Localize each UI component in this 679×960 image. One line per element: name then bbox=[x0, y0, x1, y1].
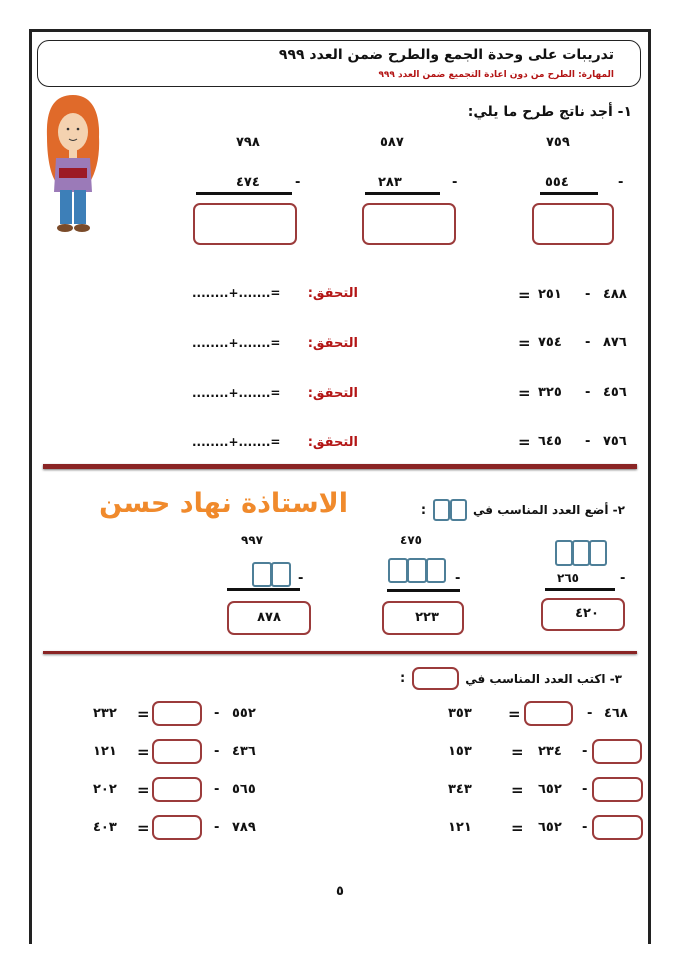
s1-p1-top: ٧٥٩ bbox=[546, 135, 570, 150]
s1-p2-underline bbox=[365, 192, 440, 195]
eq-equals: = bbox=[518, 433, 532, 451]
eq-subtrahend: ٦٤٥ bbox=[538, 434, 562, 449]
eq-minuend: ٤٣٦ bbox=[232, 744, 256, 759]
s2-p1-minus: - bbox=[620, 571, 627, 586]
title-blue-box bbox=[433, 499, 450, 521]
eq-minus: - bbox=[214, 744, 221, 759]
check-label: التحقق: bbox=[307, 336, 358, 351]
section2-title: ٢- أضع العدد المناسب في bbox=[473, 503, 625, 517]
eq-equals: = bbox=[518, 384, 532, 402]
eq-minus: - bbox=[214, 706, 221, 721]
eq-minus: - bbox=[214, 820, 221, 835]
check-label: التحقق: bbox=[307, 386, 358, 401]
eq-result: ٣٥٣ bbox=[448, 706, 472, 721]
eq-equals: = bbox=[137, 781, 151, 799]
page-frame bbox=[29, 29, 651, 944]
s3-answer-box[interactable] bbox=[592, 739, 642, 764]
check-blank[interactable]: ........+.......= bbox=[192, 386, 281, 400]
check-blank[interactable]: ........+.......= bbox=[192, 336, 281, 350]
s3-answer-box[interactable] bbox=[152, 739, 202, 764]
eq-result: ١٢١ bbox=[448, 820, 472, 835]
eq-minus: - bbox=[585, 385, 592, 400]
eq-minus: - bbox=[582, 744, 589, 759]
s3-answer-box[interactable] bbox=[592, 815, 643, 840]
s2-p2-minus: - bbox=[455, 571, 462, 586]
eq-equals: = bbox=[511, 743, 525, 761]
s1-p3-underline bbox=[196, 192, 292, 195]
skill-label: المهارة: الطرح من دون اعادة التجميع ضمن العدد ٩٩٩ bbox=[378, 69, 614, 80]
eq-minuend: ٨٧٦ bbox=[603, 335, 627, 350]
worksheet-title: تدريبات على وحدة الجمع والطرح ضمن العدد ٩٩٩ bbox=[278, 47, 614, 64]
s2-p3-top: ٩٩٧ bbox=[241, 533, 263, 547]
eq-minus: - bbox=[214, 782, 221, 797]
check-blank[interactable]: ........+.......= bbox=[192, 435, 281, 449]
s2-p1-underline bbox=[545, 588, 615, 591]
eq-equals: = bbox=[137, 743, 151, 761]
s1-p2-minus: - bbox=[452, 175, 459, 190]
eq-minuend: ٧٥٦ bbox=[603, 434, 627, 449]
section1-title: ١- أجد ناتج طرح ما يلي: bbox=[467, 104, 632, 120]
eq-minus: - bbox=[585, 335, 592, 350]
s3-answer-box[interactable] bbox=[152, 777, 202, 802]
eq-result: ٢٠٢ bbox=[93, 782, 117, 797]
s1-p3-minus: - bbox=[295, 175, 302, 190]
check-blank[interactable]: ........+.......= bbox=[192, 286, 281, 300]
eq-minus: - bbox=[582, 820, 589, 835]
s1-p3-bottom: ٤٧٤ bbox=[236, 175, 260, 190]
s2-p2-result: ٢٢٣ bbox=[382, 601, 464, 635]
eq-subtrahend: ٦٥٢ bbox=[538, 782, 562, 797]
check-label: التحقق: bbox=[307, 286, 358, 301]
s1-p3-top: ٧٩٨ bbox=[236, 135, 260, 150]
section3-colon: : bbox=[400, 671, 407, 686]
page-number: ٥ bbox=[336, 884, 344, 899]
s2-p3-digit-box[interactable] bbox=[271, 562, 291, 587]
s1-p1-minus: - bbox=[618, 175, 625, 190]
s3-answer-box[interactable] bbox=[152, 815, 202, 840]
s1-p1-underline bbox=[540, 192, 598, 195]
check-label: التحقق: bbox=[307, 435, 358, 450]
eq-minuend: ٤٨٨ bbox=[603, 287, 627, 302]
s1-p2-top: ٥٨٧ bbox=[380, 135, 404, 150]
s2-p1-bottom: ٢٦٥ bbox=[557, 571, 579, 585]
section3-title: ٣- اكتب العدد المناسب في bbox=[465, 671, 622, 686]
s2-p2-digit-box[interactable] bbox=[426, 558, 446, 583]
eq-equals: = bbox=[137, 819, 151, 837]
eq-equals: = bbox=[137, 705, 151, 723]
s2-p2-underline bbox=[387, 589, 460, 592]
s1-p3-answer-box[interactable] bbox=[193, 203, 297, 245]
eq-minus: - bbox=[585, 434, 592, 449]
s2-p3-result: ٨٧٨ bbox=[227, 601, 311, 635]
title-blue-box bbox=[450, 499, 467, 521]
eq-result: ١٥٣ bbox=[448, 744, 472, 759]
eq-result: ٤٠٣ bbox=[93, 820, 117, 835]
section-divider bbox=[43, 651, 637, 654]
title-blue-boxes bbox=[433, 499, 467, 521]
section2-heading bbox=[421, 499, 625, 521]
eq-subtrahend: ٦٥٢ bbox=[538, 820, 562, 835]
eq-equals: = bbox=[518, 334, 532, 352]
s3-answer-box[interactable] bbox=[592, 777, 643, 802]
eq-minus: - bbox=[582, 782, 589, 797]
section2-colon: : bbox=[420, 502, 428, 518]
s1-p2-bottom: ٢٨٣ bbox=[378, 175, 402, 190]
eq-subtrahend: ٢٥١ bbox=[538, 287, 562, 302]
eq-minuend: ٤٥٦ bbox=[603, 385, 627, 400]
eq-minuend: ٤٦٨ bbox=[604, 706, 628, 721]
s3-answer-box[interactable] bbox=[524, 701, 573, 726]
eq-result: ٢٣٢ bbox=[93, 706, 117, 721]
eq-minuend: ٥٥٢ bbox=[232, 706, 256, 721]
s2-p3-digit-box[interactable] bbox=[252, 562, 272, 587]
s2-p1-digit-box[interactable] bbox=[589, 540, 607, 566]
eq-equals: = bbox=[511, 819, 525, 837]
s2-p1-digit-box[interactable] bbox=[555, 540, 573, 566]
s1-p1-answer-box[interactable] bbox=[532, 203, 614, 245]
eq-subtrahend: ٣٢٥ bbox=[538, 385, 562, 400]
s2-p1-result: ٤٢٠ bbox=[541, 598, 625, 631]
eq-subtrahend: ٢٣٤ bbox=[538, 744, 562, 759]
s2-p2-digit-box[interactable] bbox=[388, 558, 408, 583]
header-box bbox=[37, 40, 641, 87]
eq-equals: = bbox=[508, 705, 522, 723]
eq-equals: = bbox=[518, 286, 532, 304]
s2-p1-digit-box[interactable] bbox=[572, 540, 590, 566]
eq-minus: - bbox=[587, 706, 594, 721]
s2-p2-digit-box[interactable] bbox=[407, 558, 427, 583]
eq-minuend: ٥٦٥ bbox=[232, 782, 256, 797]
eq-result: ٣٤٣ bbox=[448, 782, 472, 797]
title-answer-box bbox=[412, 667, 459, 690]
eq-minuend: ٧٨٩ bbox=[232, 820, 256, 835]
section-divider bbox=[43, 464, 637, 469]
teacher-name: الاستاذة نهاد حسن bbox=[99, 488, 348, 519]
eq-equals: = bbox=[511, 781, 525, 799]
s2-p3-underline bbox=[227, 588, 300, 591]
girl-illustration bbox=[42, 92, 104, 237]
s2-p2-top: ٤٧٥ bbox=[400, 533, 422, 547]
eq-minus: - bbox=[585, 287, 592, 302]
s3-answer-box[interactable] bbox=[152, 701, 202, 726]
eq-subtrahend: ٧٥٤ bbox=[538, 335, 562, 350]
s1-p1-bottom: ٥٥٤ bbox=[545, 175, 569, 190]
s2-p3-minus: - bbox=[298, 571, 305, 586]
section3-heading bbox=[400, 667, 622, 690]
eq-result: ١٢١ bbox=[93, 744, 117, 759]
s1-p2-answer-box[interactable] bbox=[362, 203, 456, 245]
